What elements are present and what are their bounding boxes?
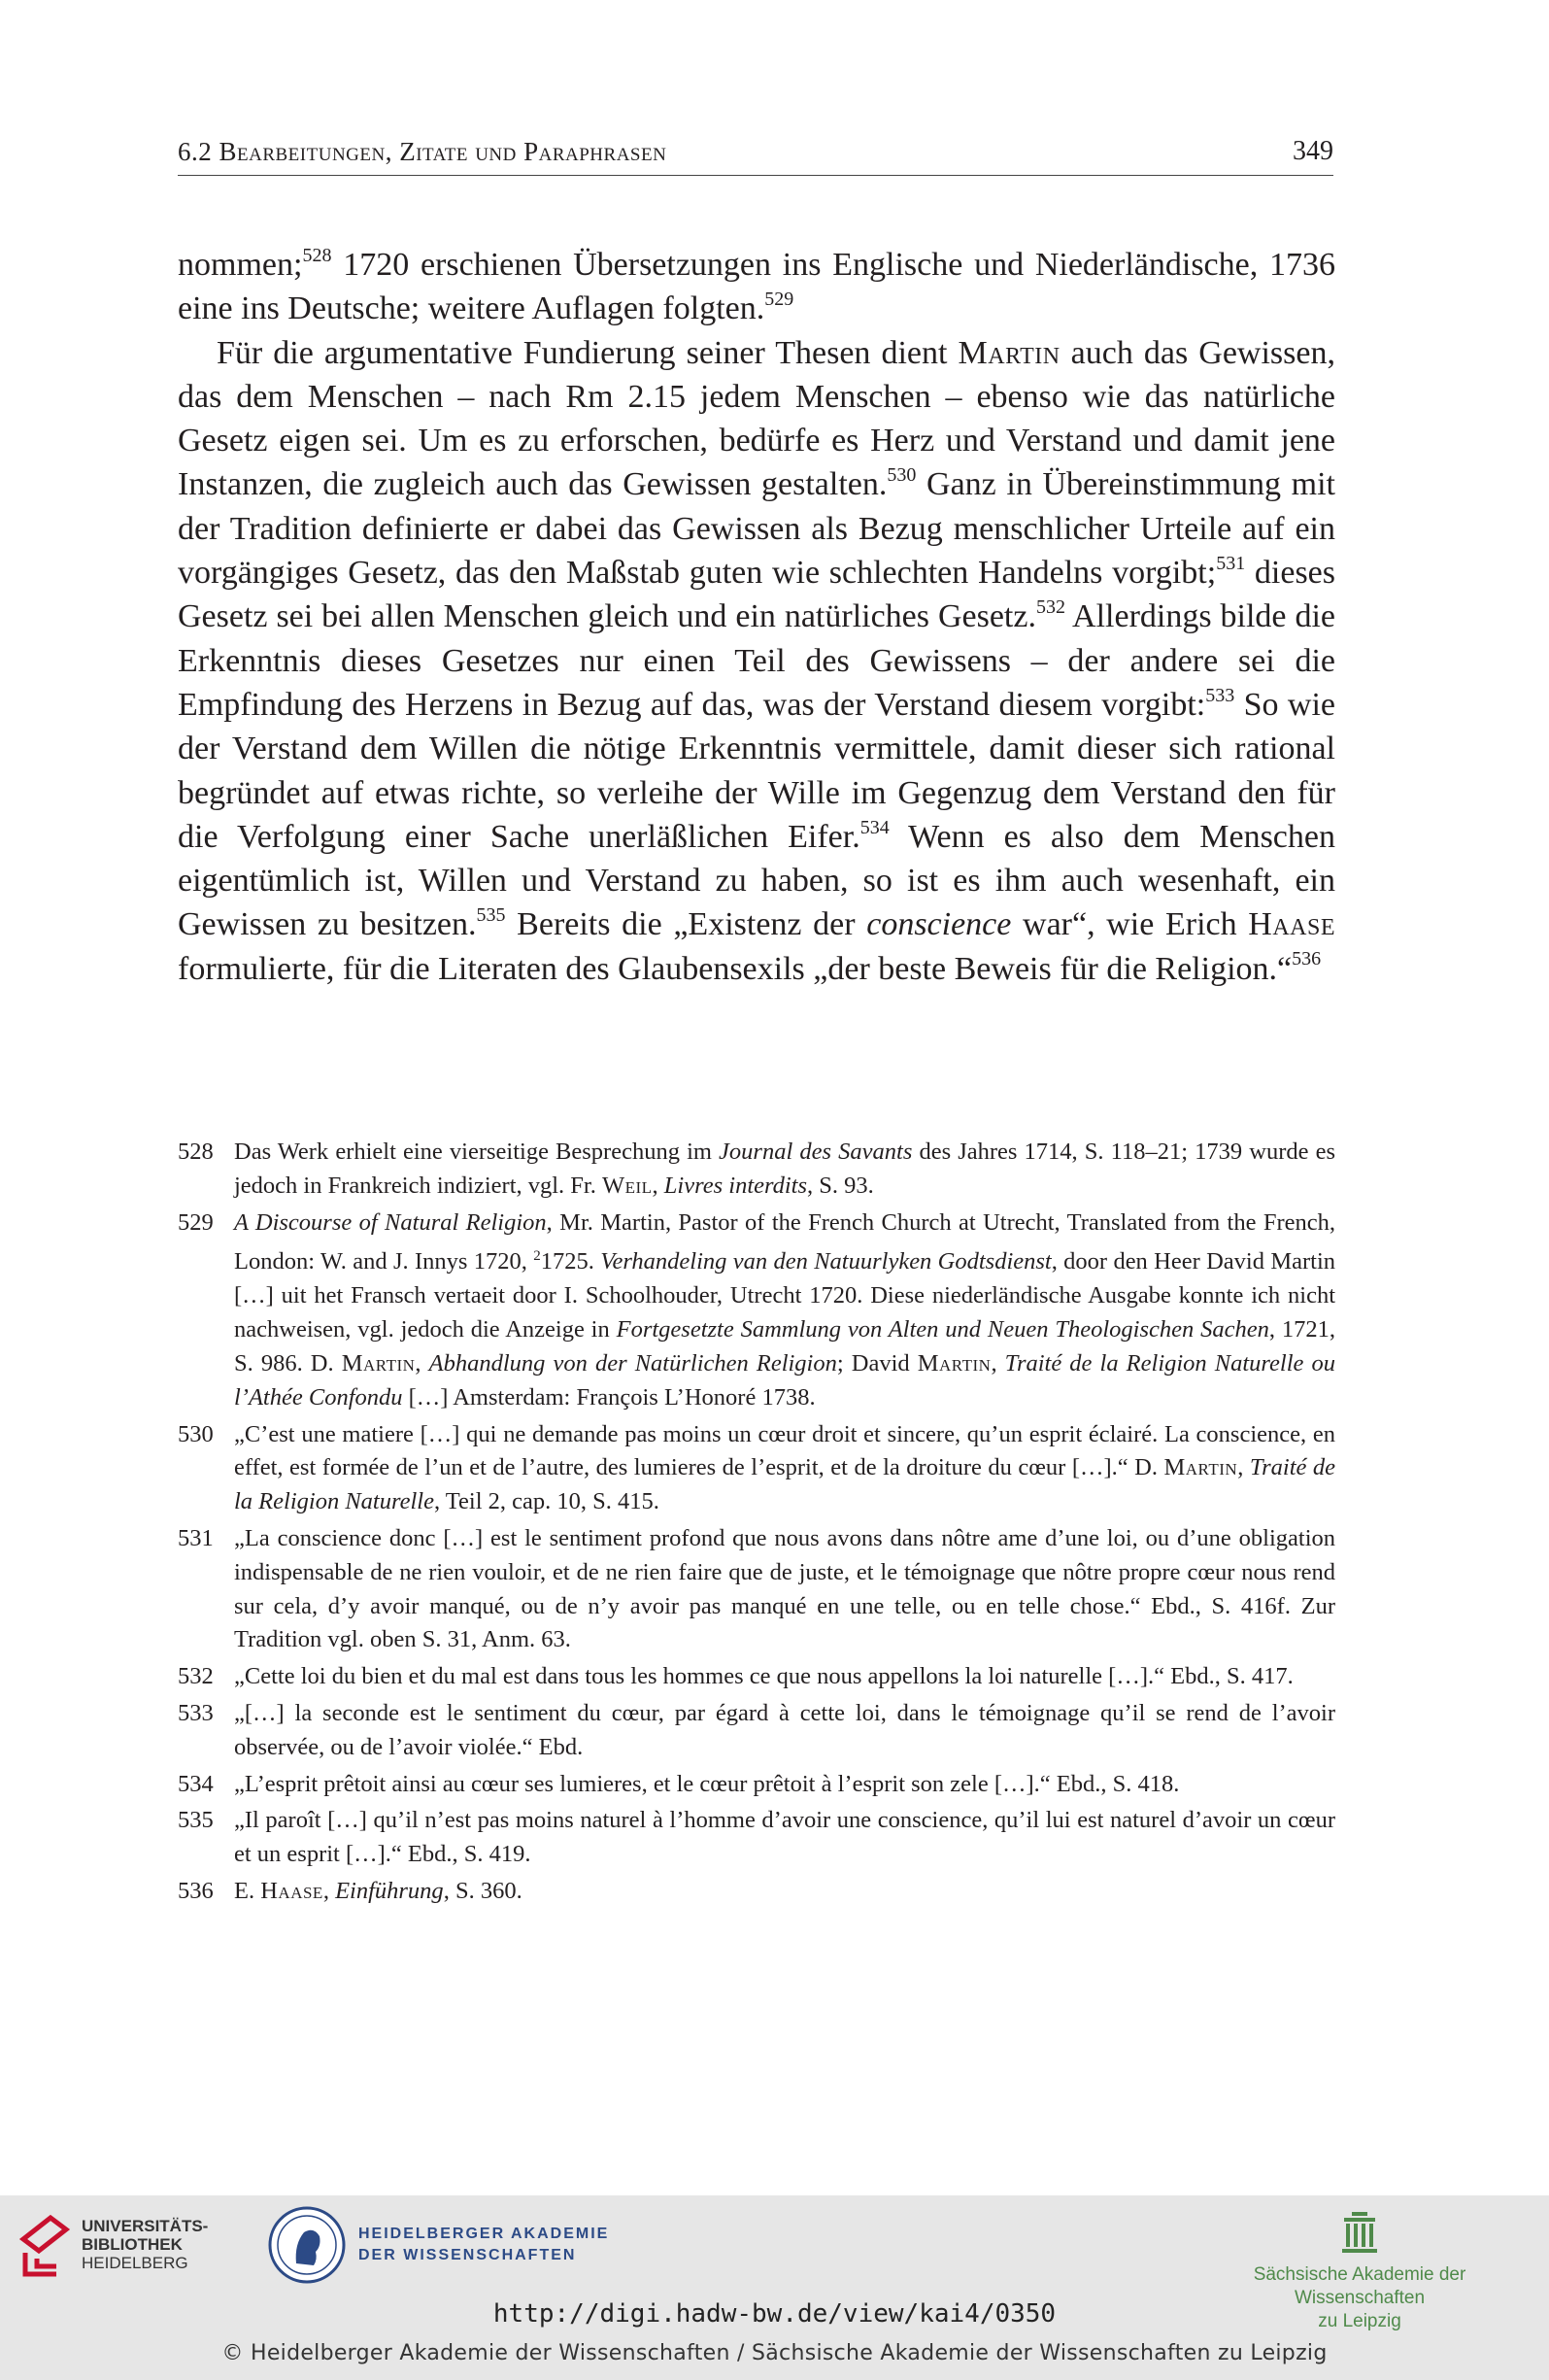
text-run: „C’est une matiere […] qui ne demande pas moins un cœur droit et sincere, qu’un esprit éclairé. La conscience, en effet, est formée de l’un et de l’autre, des lumieres de l’esprit, et de la droiture du cœur […].“ D. <box>234 1420 1335 1481</box>
saw-line: zu Leipzig <box>1318 2311 1401 2331</box>
italic-title: A Discourse of Natural Religion <box>234 1208 547 1236</box>
text-run: war“, wie Erich <box>1011 906 1249 943</box>
paragraph-2 <box>178 331 1335 991</box>
text-run: ; David <box>836 1349 918 1377</box>
footnote-number: 530 <box>178 1420 214 1447</box>
ub-line: UNIVERSITÄTS- <box>82 2216 209 2235</box>
footnote-text: „[…] la seconde est le sentiment du cœur, par égard à cette loi, dans le témoignage qu’il se rend de l’avoir observée, ou de l’avoir violée.“ Ebd. <box>234 1699 1335 1760</box>
italic-title: Abhandlung von der Natürlichen Religion <box>428 1349 837 1377</box>
footnote-number: 536 <box>178 1877 214 1904</box>
text-run: […] Amsterdam: François L’Honoré 1738. <box>402 1383 816 1411</box>
footnote-530 <box>178 1418 1335 1519</box>
hadw-line: DER WISSENSCHAFTEN <box>358 2247 577 2263</box>
author-name: Weil <box>601 1172 653 1199</box>
text-run: Wenn es also dem Menschen eigentümlich ist, Willen und Verstand zu haben, so ist es ihm auch wesenhaft, ein Gewissen zu besitzen. <box>178 818 1335 943</box>
footnote-531 <box>178 1522 1335 1657</box>
italic-title: Fortgesetzte Sammlung von Alten und Neuen Theologischen Sachen <box>616 1316 1269 1343</box>
italic-term: conscience <box>866 906 1012 943</box>
copyright-notice: © Heidelberger Akademie der Wissenschaften / Sächsische Akademie der Wissenschaften zu Leipzig <box>221 2341 1328 2365</box>
text-run: , <box>1237 1454 1250 1481</box>
footnote-number: 534 <box>178 1770 214 1797</box>
ub-heidelberg-logo[interactable] <box>17 2210 208 2278</box>
text-run: , <box>652 1172 664 1199</box>
footnote-ref-533[interactable]: 533 <box>1205 684 1235 706</box>
footnote-number: 535 <box>178 1807 214 1834</box>
author-name: Martin <box>917 1349 992 1377</box>
saw-building-icon <box>1340 2210 1379 2255</box>
text-run: des Jahres 1714, S. 118–21; 1739 wurde es jedoch in Frankreich indiziert, vgl. Fr. <box>234 1139 1335 1199</box>
footnote-534 <box>178 1768 1335 1802</box>
section-title: 6.2 Bearbeitungen, Zitate und Paraphrasen <box>178 137 667 166</box>
footnote-535 <box>178 1804 1335 1872</box>
footnote-text <box>234 1418 1335 1519</box>
text-run: Das Werk erhielt eine vierseitige Besprechung im <box>234 1139 720 1165</box>
footnote-ref-534[interactable]: 534 <box>859 816 890 838</box>
text-run: Allerdings bilde die Erkenntnis dieses Gesetzes nur einen Teil des Gewissens – der andere sei die Empfindung des Herzens in Bezug auf das, was der Verstand diesem vorgibt: <box>178 598 1336 723</box>
footnote-text: „Cette loi du bien et du mal est dans tous les hommes ce que nous appellons la loi naturelle […].“ Ebd., S. 417. <box>234 1663 1294 1690</box>
footnote-number: 528 <box>178 1139 214 1165</box>
text-run: , door den Heer David Martin […] uit het Fransch vertaeit door I. Schoolhouder, Utrecht 1720. Diese niederländische Ausgabe konnte ich nicht nachweisen, vgl. jedoch die Anzeige in <box>234 1248 1335 1343</box>
text-run: , Mr. Martin, Pastor of the French Church at Utrecht, Translated from the French, London: W. and J. Innys 1720, <box>234 1208 1335 1275</box>
footnote-number: 532 <box>178 1663 214 1690</box>
footnote-text: „Il paroît […] qu’il n’est pas moins naturel à l’homme d’avoir une conscience, qu’il lui est naturel d’avoir un cœur et un esprit […].“ Ebd., S. 419. <box>234 1807 1335 1868</box>
text-run: 1720 erschienen Übersetzungen ins Englische und Niederländische, 1736 eine ins Deutsche; weitere Auflagen folgten. <box>178 247 1335 327</box>
footnote-ref-531[interactable]: 531 <box>1216 552 1246 574</box>
italic-title: Journal des Savants <box>719 1139 913 1165</box>
running-header <box>178 130 1333 176</box>
ub-line: BIBLIOTHEK <box>82 2234 183 2254</box>
text-run: , <box>415 1349 429 1377</box>
author-name: Martin <box>341 1349 416 1377</box>
text-run: , 1721, S. 986. D. <box>234 1316 1336 1377</box>
hadw-logo[interactable] <box>267 2205 609 2285</box>
footnote-ref-532[interactable]: 532 <box>1035 596 1065 619</box>
footnote-533 <box>178 1697 1335 1765</box>
author-name: Martin <box>958 334 1061 371</box>
footnote-536 <box>178 1875 1335 1909</box>
footnote-532 <box>178 1660 1335 1694</box>
text-run: nommen; <box>178 247 303 283</box>
italic-title: Traité de la Religion Naturelle <box>234 1454 1336 1515</box>
ub-logo-icon <box>17 2210 74 2278</box>
text-run: E. <box>234 1877 261 1904</box>
edition-superscript: 2 <box>533 1248 541 1265</box>
text-run: , Teil 2, cap. 10, S. 415. <box>433 1488 659 1515</box>
footnote-ref-529[interactable]: 529 <box>764 288 794 310</box>
hadw-seal-icon <box>267 2205 347 2285</box>
footnote-text <box>234 1136 1335 1204</box>
author-name: Haase <box>260 1877 323 1904</box>
footnote-ref-536[interactable]: 536 <box>1292 948 1322 970</box>
body-text <box>178 243 1335 991</box>
footnote-number: 533 <box>178 1699 214 1726</box>
text-run: , <box>991 1349 1005 1377</box>
footnote-number: 529 <box>178 1208 214 1236</box>
footnote-text: „La conscience donc […] est le sentiment profond que nous avons dans nôtre ame d’une loi, ou d’une obligation indispensable de ne rien vouloir, et de ne rien faire que de juste, et le témoignage que nôtre propre cœur nous rend sur cela, d’y avoir manqué, ou de n’y avoir pas manqué en une telle, ou en telle chose.“ Ebd., S. 416f. Zur Tradition vgl. oben S. 31, Anm. 63. <box>234 1524 1335 1653</box>
text-run: Ganz in Übereinstimmung mit der Tradition definierte er dabei das Gewissen als Bezug menschlicher Urteile auf ein vorgängiges Gesetz, das den Maßstab guten wie schlechten Handelns vorgibt; <box>178 466 1335 592</box>
text-run: formulierte, für die Literaten des Glaubensexils „der beste Beweis für die Religion.“ <box>178 950 1293 987</box>
footnote-ref-530[interactable]: 530 <box>887 464 917 487</box>
text-run: auch das Gewissen, das dem Menschen – nach Rm 2.15 jedem Menschen – ebenso wie das natürliche Gesetz eigen sei. Um es zu erforschen, bedürfe es Herz und Verstand und damit jene Instanzen, die zugleich auch das Gewissen gestalten. <box>178 334 1335 503</box>
text-run: , <box>322 1877 336 1904</box>
italic-title: Traité de la Religion Naturelle ou l’Athée Confondu <box>234 1349 1335 1411</box>
italic-title: Livres interdits <box>663 1172 808 1199</box>
footnote-text <box>234 1875 1335 1909</box>
ub-line: HEIDELBERG <box>82 2253 188 2272</box>
hadw-line: HEIDELBERGER AKADEMIE <box>358 2226 610 2242</box>
footnote-text: „L’esprit prêtoit ainsi au cœur ses lumieres, et le cœur prêtoit à l’esprit son zele […].“ Ebd., S. 418. <box>234 1770 1180 1797</box>
author-name: Haase <box>1248 906 1336 943</box>
footnotes <box>178 1136 1335 1912</box>
author-name: Martin <box>1163 1454 1238 1481</box>
footnote-528 <box>178 1136 1335 1204</box>
text-run: Für die argumentative Fundierung seiner Thesen dient <box>217 334 959 371</box>
text-run: , S. 93. <box>807 1172 874 1199</box>
footnote-ref-528[interactable]: 528 <box>302 244 332 266</box>
permalink-url[interactable]: http://digi.hadw-bw.de/view/kai4/0350 <box>492 2299 1057 2329</box>
ub-logo-text <box>82 2217 208 2272</box>
text-run: Bereits die „Existenz der <box>505 906 867 943</box>
footnote-ref-535[interactable]: 535 <box>476 904 506 927</box>
saw-line: Sächsische Akademie der Wissenschaften <box>1253 2264 1466 2308</box>
text-run: So wie der Verstand dem Willen die nötige Erkenntnis vermittele, damit dieser sich rational begründet auf etwas richte, so verleihe der Wille im Gegenzug dem Verstand den für die Verfolgung einer Sache unerläßlichen Eifer. <box>178 686 1335 855</box>
footnote-text <box>234 1207 1335 1415</box>
hadw-logo-text <box>358 2224 609 2266</box>
page-number: 349 <box>1293 136 1333 166</box>
text-run: dieses Gesetz sei bei allen Menschen gleich und ein natürliches Gesetz. <box>178 555 1336 635</box>
text-run: , S. 360. <box>443 1877 522 1904</box>
paragraph-1 <box>178 243 1335 331</box>
italic-title: Verhandeling van den Natuurlyken Godtsdienst <box>600 1248 1052 1275</box>
footnote-number: 531 <box>178 1524 214 1551</box>
footnote-529 <box>178 1207 1335 1415</box>
italic-title: Einführung <box>335 1877 444 1904</box>
text-run: 1725. <box>540 1248 601 1275</box>
